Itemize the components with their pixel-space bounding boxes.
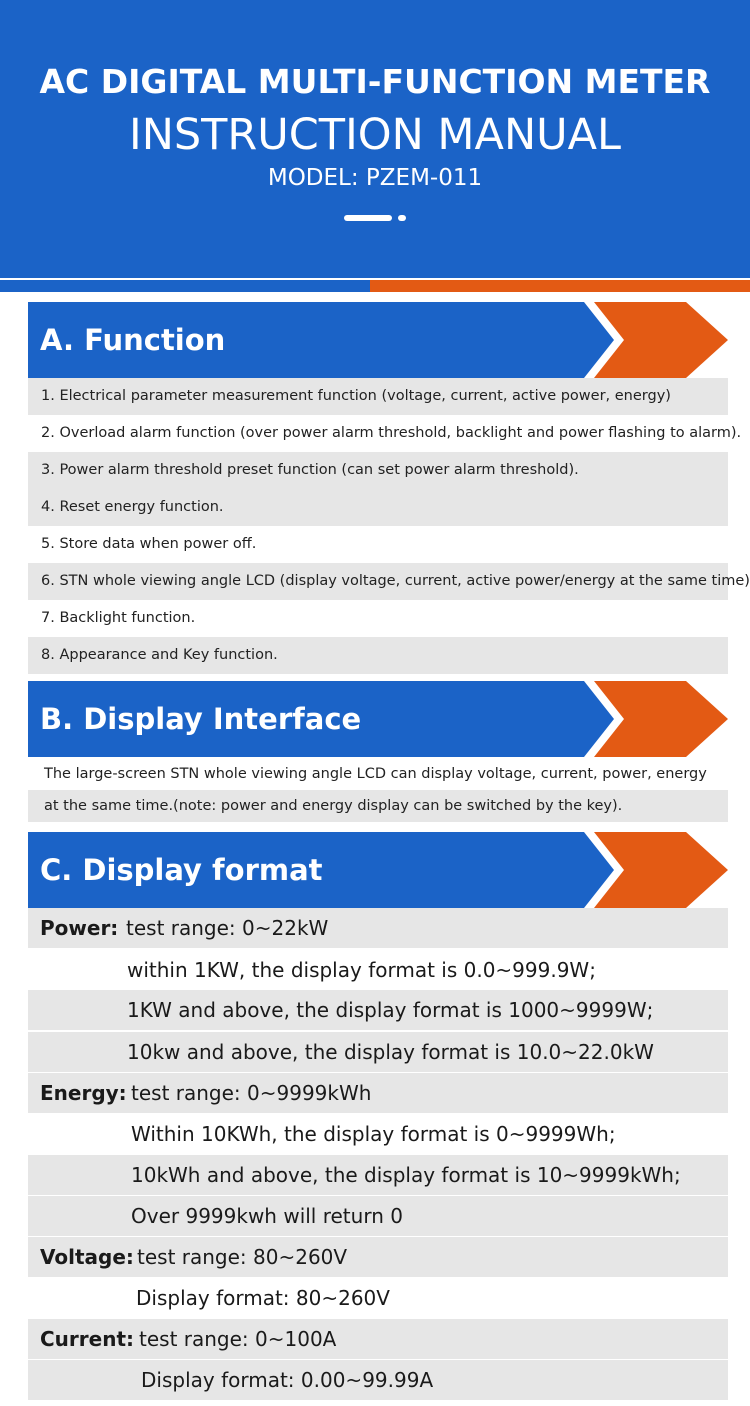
energy-format-line: Over 9999kwh will return 0: [131, 1204, 403, 1228]
energy-label: Energy:: [40, 1081, 127, 1105]
format-row-current: [28, 1319, 728, 1359]
decorative-dash: [344, 215, 392, 221]
power-format-line: 1KW and above, the display format is 1000~9999W;: [127, 998, 654, 1022]
format-row-voltage: [28, 1237, 728, 1277]
format-row: [28, 1114, 728, 1154]
model-number: MODEL: PZEM-011: [267, 165, 483, 191]
section-c-banner: [28, 832, 750, 908]
voltage-label: Voltage:: [40, 1245, 134, 1269]
power-format-line: within 1KW, the display format is 0.0~999.9W;: [127, 958, 596, 982]
list-item: 6. STN whole viewing angle LCD (display voltage, current, active power/energy at the same time): [28, 563, 728, 600]
voltage-range: test range: 80~260V: [137, 1245, 348, 1269]
format-row: [28, 1360, 728, 1400]
section-a-banner: [28, 302, 750, 378]
section-a-heading: A. Function: [40, 323, 226, 357]
format-row: [28, 1196, 728, 1236]
header-banner: [0, 0, 750, 278]
energy-format-line: Within 10KWh, the display format is 0~9999Wh;: [131, 1122, 616, 1146]
format-row-power: [28, 908, 728, 948]
divider-stripe-orange: [370, 280, 750, 292]
power-range: test range: 0~22kW: [126, 916, 329, 940]
section-c-heading: C. Display format: [40, 853, 323, 887]
list-item: 8. Appearance and Key function.: [28, 637, 728, 674]
section-b-heading: B. Display Interface: [40, 702, 362, 736]
section-b-banner: [28, 681, 750, 757]
divider-stripe-blue: [0, 280, 370, 292]
decorative-dot: [398, 215, 406, 221]
page-subtitle: INSTRUCTION MANUAL: [129, 110, 621, 160]
voltage-format-line: Display format: 80~260V: [136, 1286, 390, 1310]
list-item: 2. Overload alarm function (over power alarm threshold, backlight and power flashing to alarm).: [41, 425, 742, 441]
list-item: 4. Reset energy function.: [28, 489, 728, 526]
list-item: 7. Backlight function.: [41, 610, 196, 626]
current-format-line: Display format: 0.00~99.99A: [141, 1368, 434, 1392]
list-item: 5. Store data when power off.: [41, 536, 257, 552]
format-row: [28, 1278, 728, 1318]
format-row: [28, 950, 728, 990]
list-item: 3. Power alarm threshold preset function (can set power alarm threshold).: [28, 452, 728, 489]
energy-range: test range: 0~9999kWh: [131, 1081, 372, 1105]
current-label: Current:: [40, 1327, 135, 1351]
current-range: test range: 0~100A: [139, 1327, 337, 1351]
format-row: [28, 1032, 728, 1072]
paragraph-line: at the same time.(note: power and energy display can be switched by the key).: [28, 790, 728, 822]
power-label: Power:: [40, 916, 119, 940]
list-item: 1. Electrical parameter measurement function (voltage, current, active power, energy): [28, 378, 728, 415]
format-row: [28, 1155, 728, 1195]
format-row: [28, 990, 728, 1030]
paragraph-line: The large-screen STN whole viewing angle LCD can display voltage, current, power, energy: [44, 766, 707, 782]
energy-format-line: 10kWh and above, the display format is 10~9999kWh;: [131, 1163, 681, 1187]
power-format-line: 10kw and above, the display format is 10.0~22.0kW: [127, 1040, 654, 1064]
page-title: AC DIGITAL MULTI-FUNCTION METER: [39, 62, 711, 101]
format-row-energy: [28, 1073, 728, 1113]
